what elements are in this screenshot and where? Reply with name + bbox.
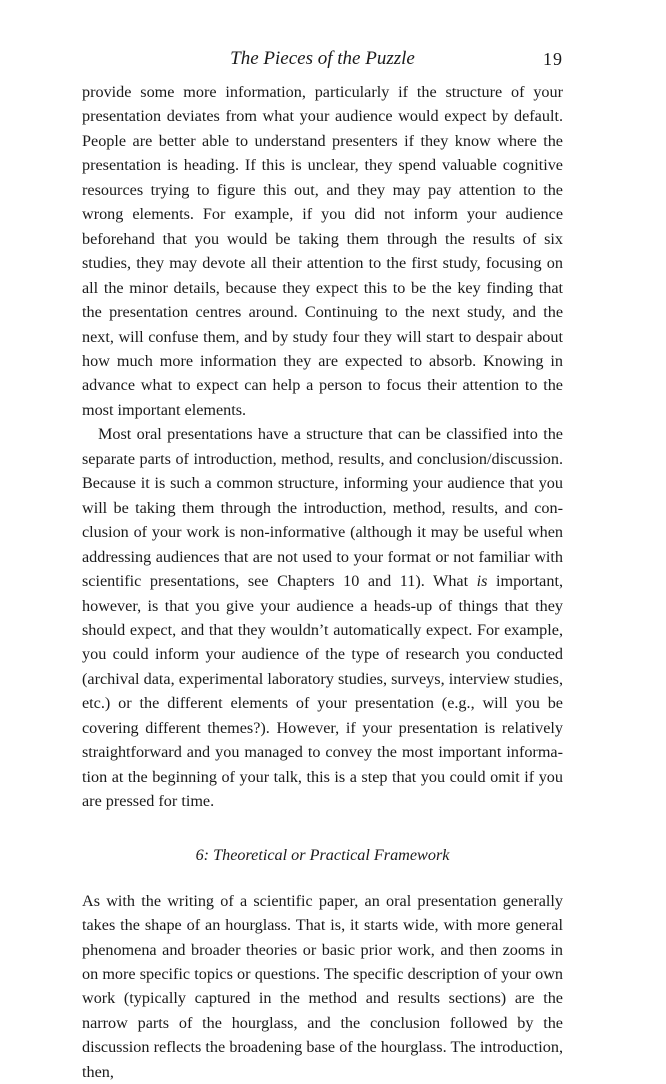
paragraph-continuation: provide some more information, particularly if the structure of your presentation deviates from what your audience would expect by default. People are better able to understand presenters if they know where the presentation is heading. If this is unclear, they spend valuable cognitive resources trying to figure this out, and they may pay attention to the wrong elements. For example, if you did not inform your audience beforehand that you would be taking them through the results of six studies, they may devote all their attention to the first study, focusing on all the minor details, because they expect this to be the key finding that the presentation centres around. Continuing to the next study, and the next, will confuse them, and by study four they will start to despair about how much more information they are expected to absorb. Knowing in advance what to expect can help a person to focus their attention to the most important elements. [82,83,563,419]
page-number: 19 [543,49,563,69]
emphasis-word: is [476,572,488,591]
paragraph-framework: As with the writing of a scientific paper, an oral presentation generally takes the shape of an hourglass. That is, it starts wide, with more general phenomena and broader theories or basic prior work, and then zooms in on more specific topics or questions. The specific description of your own work (typically captured in the method and results sections) are the narrow parts of the hourglass, and the conclusion followed by the discussion reflects the broadening base of the hourglass. The introduction, then, [82,891,563,1081]
running-head [82,44,563,74]
section-heading: 6: Theoretical or Practical Framework [195,845,450,864]
running-title: The Pieces of the Puzzle [230,48,415,69]
paragraph-text-end: important, however, is that you give your audience a heads-up of things that they should expect, and that they wouldn’t automatically expect. For example, you could inform your audience of the type of research you conducted (archival data, experimental laboratory studies, surveys, interview studies, etc.) or the different elements of your presentation (e.g., will you be covering different themes?). However, if your presentation is relatively straightforward and you managed to convey the most important information at the beginning of your talk, this is a step that you could omit if you are pressed for time. [82,572,563,811]
paragraph-text-start: Most oral presentations have a structure that can be classified into the separate parts of introduction, method, results, and conclusion/discussion. Because it is such a common structure, informing your audience that you will be taking them through the introduction, method, results, and conclusion of your work is non-informative (although it may be useful when addressing audiences that are not used to your format or not familiar with scientific presentations, see Chapters 10 and 11). What [82,425,563,591]
book-page [82,44,563,1084]
body-text [82,80,563,1084]
paragraph-structure [82,422,563,813]
